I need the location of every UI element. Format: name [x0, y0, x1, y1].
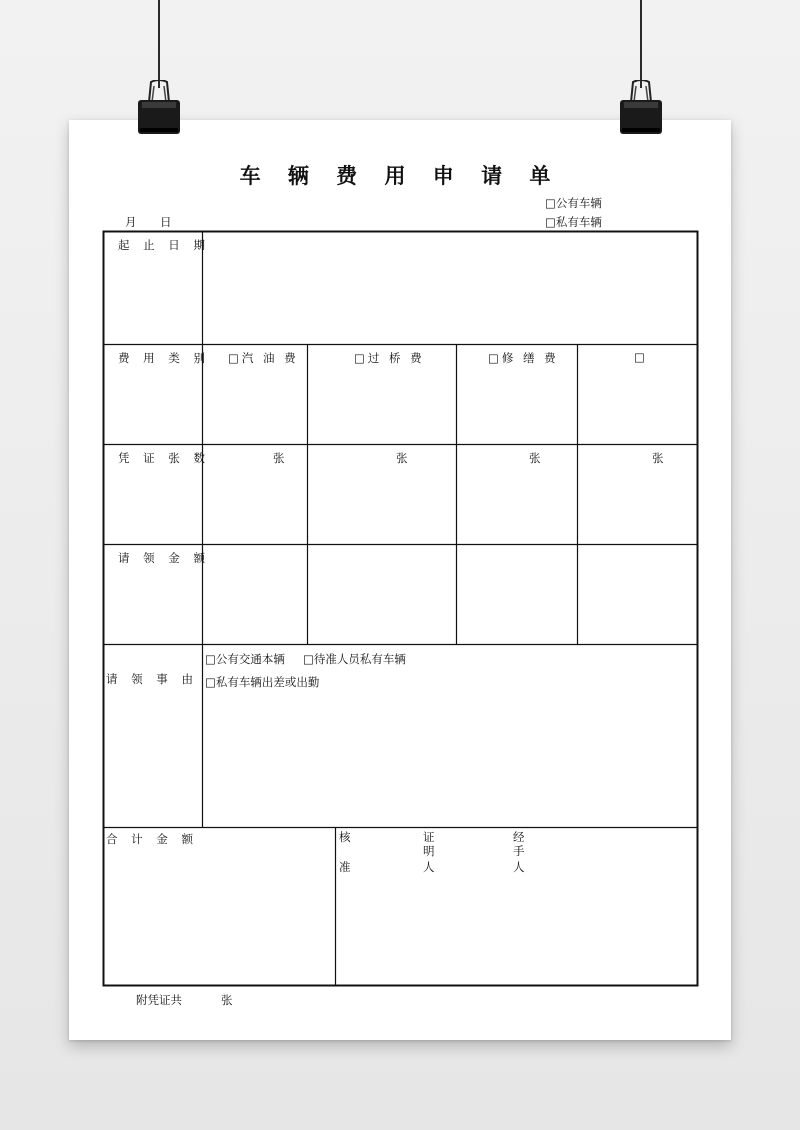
- attachment-unit: 张: [221, 993, 233, 1007]
- voucher-unit-1: 张: [273, 451, 285, 465]
- request-reason-label: 请 领 事 由: [106, 672, 198, 686]
- approve-label-bottom: 准: [339, 860, 351, 874]
- approve-label-top: 核: [339, 830, 351, 844]
- approved-private-vehicle-checkbox[interactable]: □待准人员私有车辆: [303, 652, 406, 666]
- toll-fee-checkbox[interactable]: □过 桥 费: [354, 351, 425, 365]
- public-transport-checkbox[interactable]: □公有交通本辆: [205, 652, 285, 666]
- period-input[interactable]: [204, 233, 696, 343]
- form-title: 车 辆 费 用 申 请 单: [239, 164, 561, 188]
- date-day-label: 日: [160, 215, 172, 229]
- total-amount-label: 合 计 金 额: [106, 832, 198, 846]
- category-label: 费 用 类 别: [118, 351, 210, 365]
- voucher-unit-2: 张: [396, 451, 408, 465]
- repair-fee-checkbox[interactable]: □修 缮 费: [488, 351, 559, 365]
- request-amount-label: 请 领 金 额: [118, 551, 210, 565]
- public-vehicle-checkbox[interactable]: □公有车辆: [545, 196, 602, 210]
- handler-label-top: 经: [513, 830, 525, 844]
- private-vehicle-trip-checkbox[interactable]: □私有车辆出差或出勤: [205, 675, 320, 689]
- fuel-fee-checkbox[interactable]: □汽 油 费: [228, 351, 299, 365]
- attachment-label: 附凭证共: [136, 993, 182, 1007]
- certifier-label-bottom: 人: [423, 860, 435, 874]
- other-fee-checkbox[interactable]: □: [634, 350, 650, 364]
- voucher-count-label: 凭 证 张 数: [118, 451, 210, 465]
- voucher-unit-4: 张: [652, 451, 664, 465]
- handler-label-bottom: 人: [513, 860, 525, 874]
- handler-label-mid: 手: [513, 844, 525, 858]
- certifier-label-top: 证: [423, 830, 435, 844]
- period-label: 起 止 日 期: [118, 238, 210, 252]
- private-vehicle-checkbox[interactable]: □私有车辆: [545, 215, 602, 229]
- voucher-unit-3: 张: [529, 451, 541, 465]
- date-month-label: 月: [125, 215, 137, 229]
- certifier-label-mid: 明: [423, 844, 435, 858]
